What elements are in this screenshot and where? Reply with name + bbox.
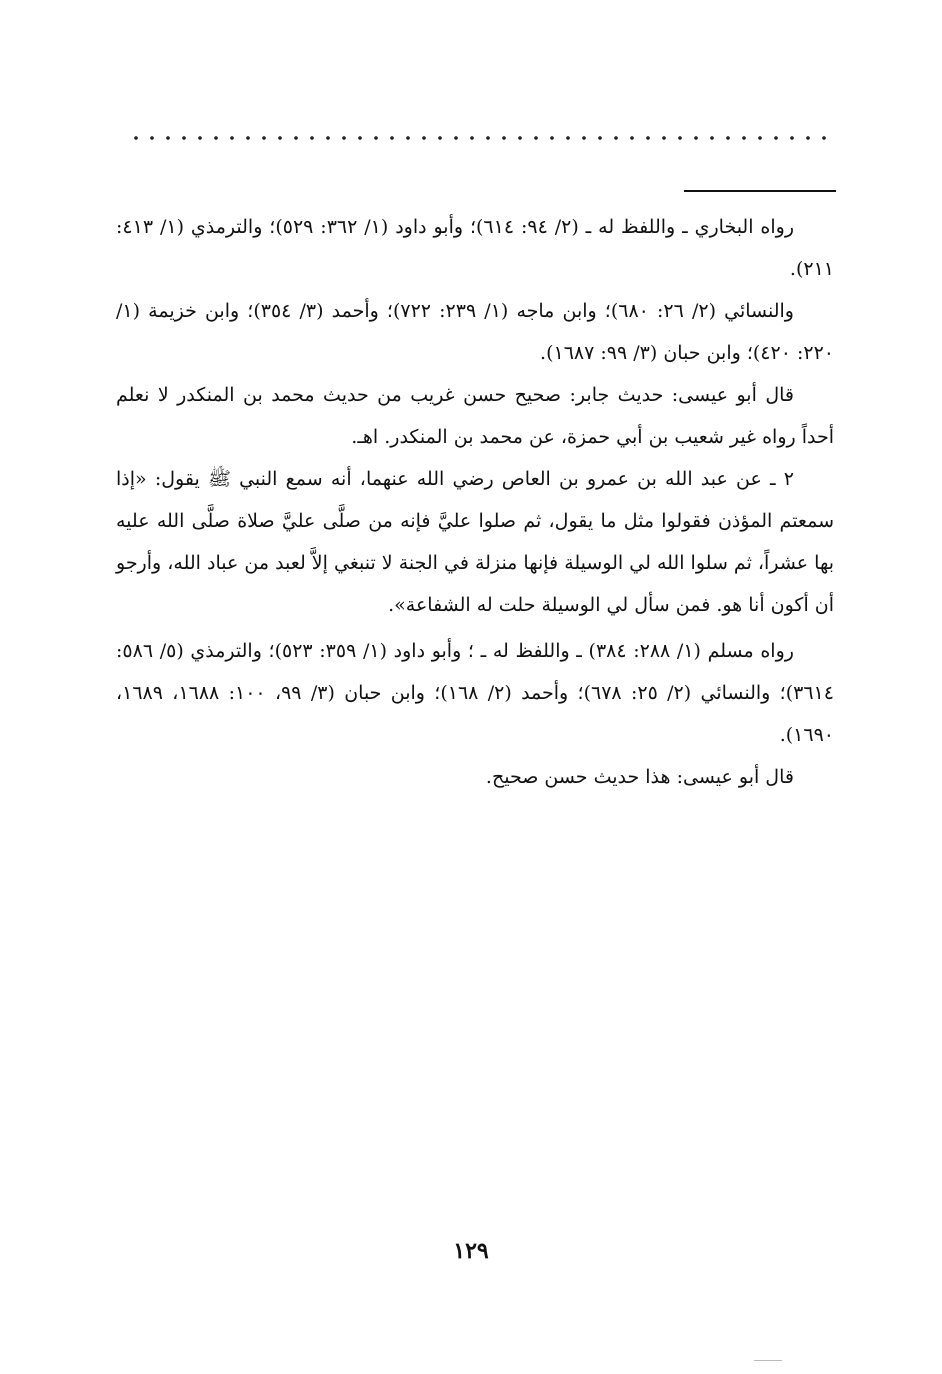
paragraph-2 <box>116 290 834 374</box>
paragraph-3-text: قال أبو عيسى: حديث جابر: صحيح حسن غريب من حديث محمد بن المنكدر لا نعلم أحداً رواه غير شعيب بن أبي حمزة، عن محمد بن المنكدر. اهـ. <box>116 384 834 448</box>
paragraph-4 <box>116 458 834 626</box>
dotted-separator <box>128 128 836 148</box>
paragraph-3 <box>116 374 834 458</box>
scan-mark <box>754 1360 782 1361</box>
page-number: ١٢٩ <box>453 1238 489 1264</box>
paragraph-6 <box>116 756 834 798</box>
paragraph-1-text: رواه البخاري ـ واللفظ له ـ (٢/ ٩٤: ٦١٤)؛ وأبو داود (١/ ٣٦٢: ٥٢٩)؛ والترمذي (١/ ٤١٣: ٢١١). <box>116 216 834 280</box>
paragraph-5-text: رواه مسلم (١/ ٢٨٨: ٣٨٤) ـ واللفظ له ـ ؛ وأبو داود (١/ ٣٥٩: ٥٢٣)؛ والترمذي (٥/ ٥٨٦: ٣٦١٤)؛ والنسائي (٢/ ٢٥: ٦٧٨)؛ وأحمد (٢/ ١٦٨)؛ وابن حبان (٣/ ٩٩، ١٠٠: ١٦٨٨، ١٦٨٩، ١٦٩٠). <box>116 640 834 746</box>
paragraph-5 <box>116 630 834 756</box>
paragraph-6-text: قال أبو عيسى: هذا حديث حسن صحيح. <box>485 766 794 788</box>
footnote-rule <box>684 190 836 192</box>
paragraph-2-text: والنسائي (٢/ ٢٦: ٦٨٠)؛ وابن ماجه (١/ ٢٣٩: ٧٢٢)؛ وأحمد (٣/ ٣٥٤)؛ وابن خزيمة (١/ ٢٢٠: ٤٢٠)؛ وابن حبان (٣/ ٩٩: ١٦٨٧). <box>116 300 834 364</box>
paragraph-1 <box>116 206 834 290</box>
paragraph-4-text: ٢ ـ عن عبد الله بن عمرو بن العاص رضي الله عنهما، أنه سمع النبي ﷺ يقول: «إذا سمعتم المؤذن فقولوا مثل ما يقول، ثم صلوا عليَّ فإنه من صلَّى عليَّ صلاة صلَّى الله عليه بها عشراً، ثم سلوا الله لي الوسيلة فإنها منزلة في الجنة لا تنبغي إلاَّ لعبد من عباد الله، وأرجو أن أكون أنا هو. فمن سأل لي الوسيلة حلت له الشفاعة». <box>116 468 834 616</box>
page-body <box>116 206 834 798</box>
